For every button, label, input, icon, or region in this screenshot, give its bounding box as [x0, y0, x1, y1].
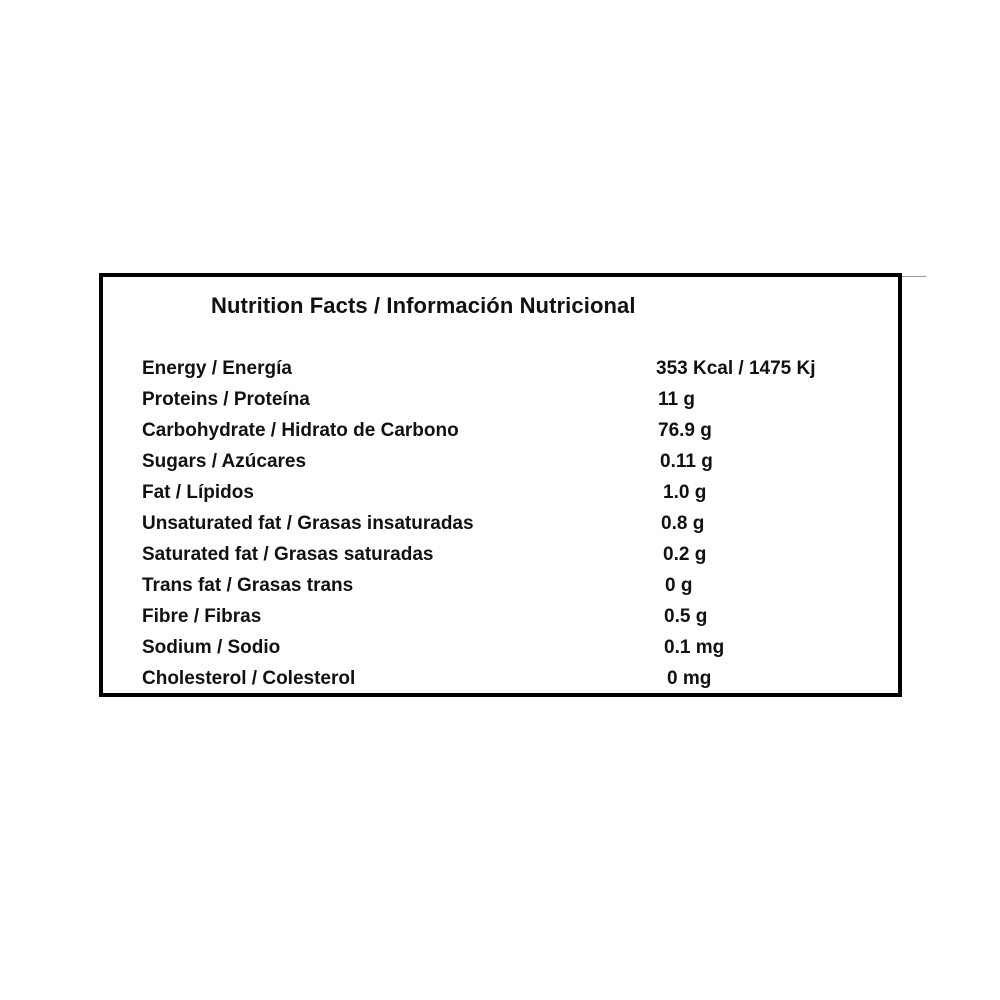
- nutrient-value: 0.2 g: [663, 544, 707, 565]
- nutrition-facts-panel: [99, 273, 902, 697]
- nutrition-row-trans-fat: [142, 570, 882, 601]
- nutrient-value: 1.0 g: [663, 482, 707, 503]
- nutrient-label: Unsaturated fat / Grasas insaturadas: [142, 513, 474, 534]
- nutrient-label: Fibre / Fibras: [142, 606, 262, 627]
- nutrient-value: 353 Kcal / 1475 Kj: [656, 358, 816, 379]
- nutrient-label: Saturated fat / Grasas saturadas: [142, 544, 434, 565]
- nutrient-label: Trans fat / Grasas trans: [142, 575, 354, 596]
- nutrition-row-saturated-fat: [142, 539, 882, 570]
- nutrient-label: Proteins / Proteína: [142, 389, 310, 410]
- nutrient-value: 0.5 g: [664, 606, 708, 627]
- nutrient-value: 76.9 g: [658, 420, 712, 441]
- nutrient-label: Sodium / Sodio: [142, 637, 281, 658]
- nutrition-row-sodium: [142, 632, 882, 663]
- nutrition-row-sugars: [142, 446, 882, 477]
- nutrient-value: 0 mg: [667, 668, 712, 689]
- nutrient-label: Sugars / Azúcares: [142, 451, 307, 472]
- nutrient-label: Cholesterol / Colesterol: [142, 668, 356, 689]
- nutrient-value: 0.1 mg: [664, 637, 725, 658]
- nutrition-rows: [142, 353, 882, 694]
- nutrient-value: 0 g: [665, 575, 693, 596]
- nutrition-row-energy: [142, 353, 882, 384]
- nutrient-value: 0.11 g: [660, 451, 713, 472]
- nutrition-row-cholesterol: [142, 663, 882, 694]
- panel-title: Nutrition Facts / Información Nutricional: [211, 293, 636, 318]
- nutrient-label: Carbohydrate / Hidrato de Carbono: [142, 420, 459, 441]
- nutrient-label: Fat / Lípidos: [142, 482, 254, 503]
- nutrition-row-carbohydrate: [142, 415, 882, 446]
- nutrition-row-proteins: [142, 384, 882, 415]
- nutrition-row-fat: [142, 477, 882, 508]
- nutrition-row-unsaturated-fat: [142, 508, 882, 539]
- stray-divider-line: [900, 276, 926, 277]
- nutrient-value: 11 g: [658, 389, 695, 410]
- nutrient-value: 0.8 g: [661, 513, 705, 534]
- nutrient-label: Energy / Energía: [142, 358, 292, 379]
- nutrition-row-fibre: [142, 601, 882, 632]
